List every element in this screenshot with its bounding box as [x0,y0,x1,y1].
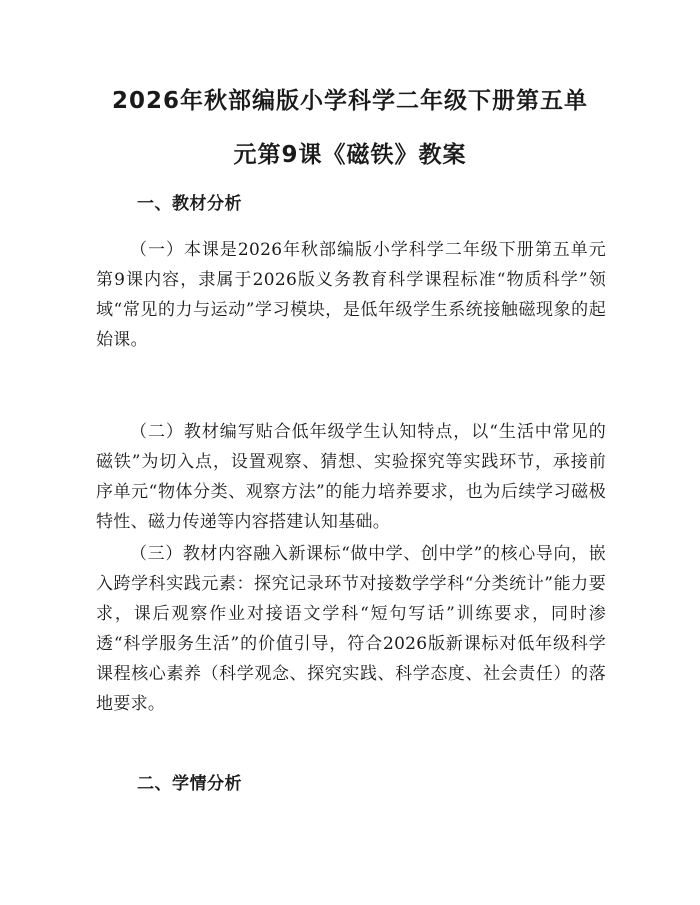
paragraph-3: （三）教材内容融入新课标“做中学、创中学”的核心导向，嵌入跨学科实践元素：探究记录环节对接数学学科“分类统计”能力要求，课后观察作业对接语文学科“短句写话”训练要求，同时渗透“科学服务生活”的价值引导，符合2026版新课标对低年级科学课程核心素养（科学观念、探究实践、科学态度、社会责任）的落地要求。 [96,544,606,714]
document-title-line-1: 2026年秋部编版小学科学二年级下册第五单 [111,88,588,114]
document-title-line-2: 元第9课《磁铁》教案 [233,142,467,168]
paragraph-2: （二）教材编写贴合低年级学生认知特点，以“生活中常见的磁铁”为切入点，设置观察、猜想、实验探究等实践环节，承接前序单元“物体分类、观察方法”的能力培养要求，也为后续学习磁极特性、磁力传递等内容搭建认知基础。 [96,422,606,532]
section-heading-textbook-analysis: 一、教材分析 [137,194,242,214]
section-heading-learner-analysis: 二、学情分析 [137,774,242,794]
paragraph-1: （一）本课是2026年秋部编版小学科学二年级下册第五单元第9课内容，隶属于2026版义务教育科学课程标准“物质科学”领域“常见的力与运动”学习模块，是低年级学生系统接触磁现象的起始课。 [96,240,606,350]
